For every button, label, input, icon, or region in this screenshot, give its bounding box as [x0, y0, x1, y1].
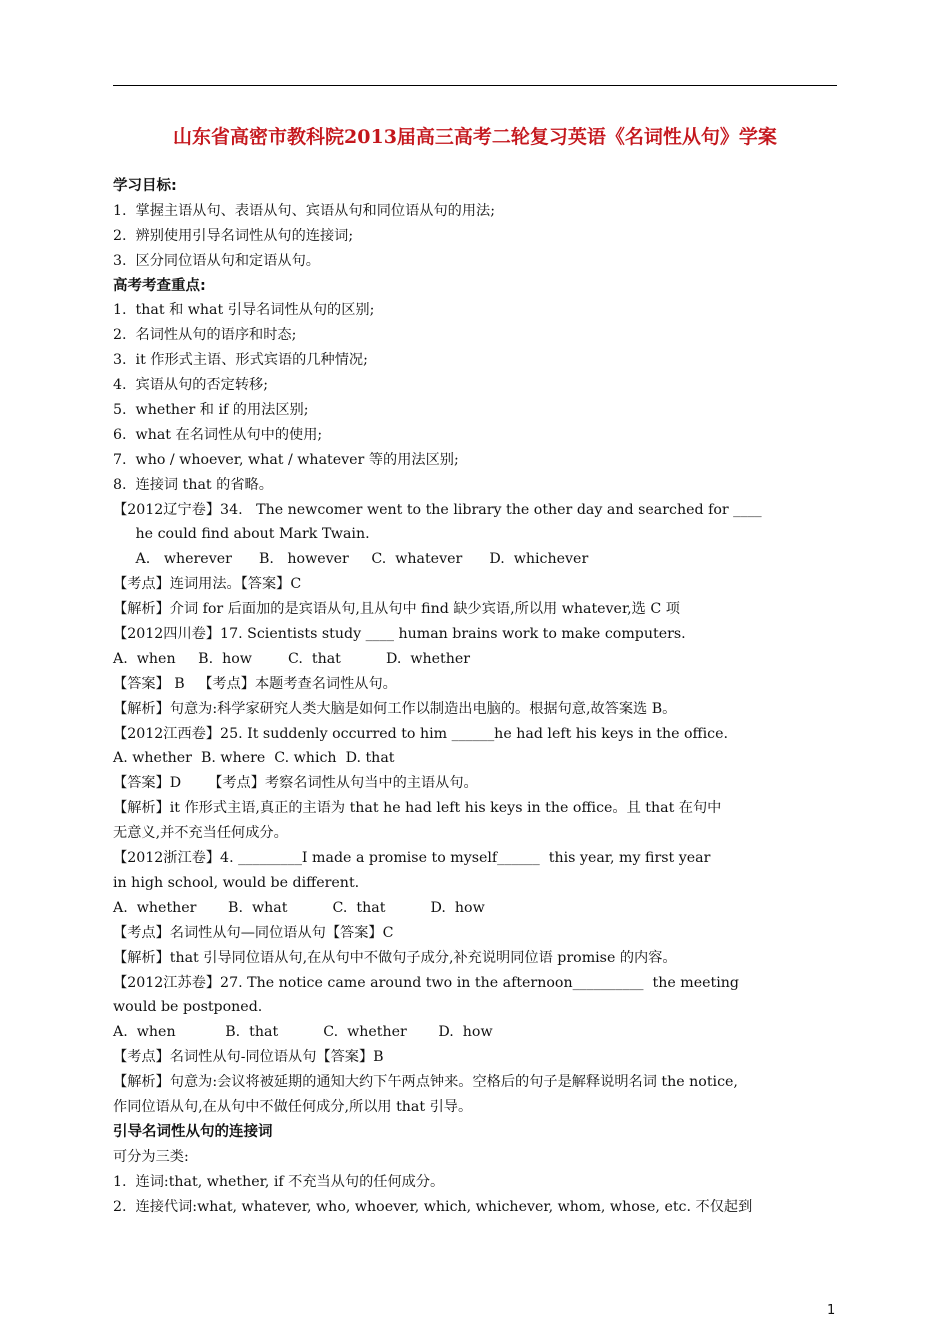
section-heading: 学习目标: [113, 178, 177, 194]
text-line: 【2012江西卷】25. It suddenly occurred to him ______he had left his keys in the office. [113, 725, 729, 742]
text-line: 1. 连词:that, whether, if 不充当从句的任何成分。 [113, 1173, 445, 1190]
text-line: 4. 宾语从句的否定转移; [113, 377, 269, 394]
text-line: 【解析】句意为:科学家研究人类大脑是如何工作以制造出电脑的。根据句意,故答案选 B。 [113, 700, 677, 717]
section-heading: 引导名词性从句的连接词 [113, 1123, 273, 1140]
text-line: A. whether B. what C. that D. how [113, 899, 485, 916]
text-line: 【2012江苏卷】27. The notice came around two in the afternoon__________ the meeting [113, 974, 739, 991]
text-line: 6. what 在名词性从句中的使用; [113, 426, 323, 443]
text-line: 【答案】 B 【考点】本题考查名词性从句。 [113, 675, 397, 692]
text-line: 2. 连接代词:what, whatever, who, whoever, which, whichever, whom, whose, etc. 不仅起到 [113, 1198, 753, 1215]
text-line: 7. who / whoever, what / whatever 等的用法区别; [113, 451, 459, 468]
text-line: 2. 辨别使用引导名词性从句的连接词; [113, 227, 354, 244]
text-line: 【考点】名词性从句-同位语从句【答案】B [113, 1049, 384, 1066]
text-line: 【2012四川卷】17. Scientists study ____ human brains work to make computers. [113, 626, 686, 643]
header-rule [113, 85, 837, 86]
text-line: 【考点】名词性从句—同位语从句【答案】C [113, 924, 394, 941]
text-line: 5. whether 和 if 的用法区别; [113, 402, 309, 419]
text-line: 3. it 作形式主语、形式宾语的几种情况; [113, 352, 368, 369]
text-line: A. whether B. where C. which D. that [113, 750, 395, 767]
text-line: A. when B. how C. that D. whether [113, 650, 471, 667]
text-line: 无意义,并不充当任何成分。 [113, 825, 288, 842]
text-line: he could find about Mark Twain. [113, 526, 370, 543]
text-line: A. wherever B. however C. whatever D. whichever [113, 551, 589, 568]
text-line: 可分为三类: [113, 1148, 189, 1165]
text-line: 【答案】D 【考点】考察名词性从句当中的主语从句。 [113, 775, 478, 792]
text-line: 【考点】连词用法。【答案】C [113, 576, 302, 593]
page-number: 1 [827, 1303, 836, 1318]
text-line: 1. 掌握主语从句、表语从句、宾语从句和同位语从句的用法; [113, 202, 496, 219]
text-line: 【解析】介词 for 后面加的是宾语从句,且从句中 find 缺少宾语,所以用 whatever,选 C 项 [113, 601, 680, 618]
page-title: 山东省高密市教科院2013届高三高考二轮复习英语《名词性从句》学案 [173, 126, 777, 148]
text-line: 2. 名词性从句的语序和时态; [113, 327, 297, 344]
text-line: 作同位语从句,在从句中不做任何成分,所以用 that 引导。 [113, 1098, 473, 1115]
text-line: A. when B. that C. whether D. how [113, 1024, 493, 1041]
text-line: 1. that 和 what 引导名词性从句的区别; [113, 302, 375, 319]
text-line: 【2012辽宁卷】34. The newcomer went to the library the other day and searched for ____ [113, 501, 762, 518]
section-heading: 高考考查重点: [113, 277, 206, 294]
text-line: in high school, would be different. [113, 874, 360, 891]
document-body [113, 174, 837, 1219]
text-line: 8. 连接词 that 的省略。 [113, 476, 273, 493]
text-line: 【解析】it 作形式主语,真正的主语为 that he had left his keys in the office。且 that 在句中 [113, 800, 722, 817]
text-line: 【解析】句意为:会议将被延期的通知大约下午两点钟来。空格后的句子是解释说明名词 the notice, [113, 1074, 738, 1091]
text-line: would be postponed. [113, 999, 263, 1016]
text-line: 【解析】that 引导同位语从句,在从句中不做句子成分,补充说明同位语 promise 的内容。 [113, 949, 677, 966]
text-line: 【2012浙江卷】4. _________I made a promise to myself______ this year, my first year [113, 850, 711, 867]
text-line: 3. 区分同位语从句和定语从句。 [113, 252, 320, 269]
